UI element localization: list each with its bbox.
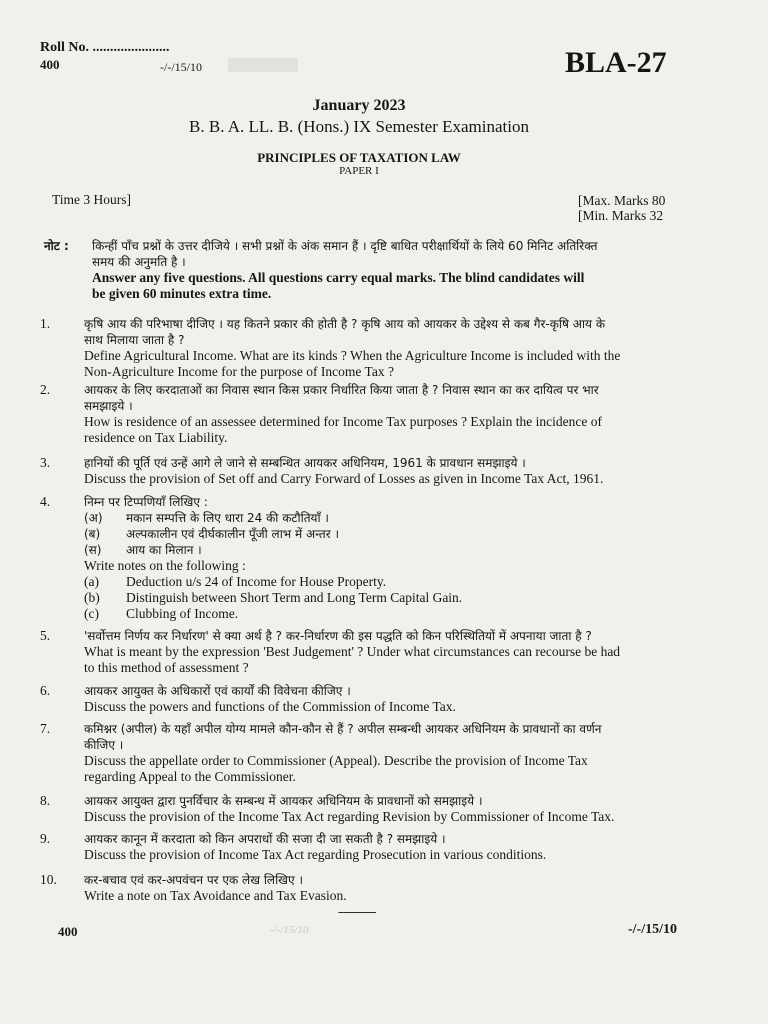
question-number: 3. <box>40 455 51 470</box>
sub-item-label: (अ) <box>84 511 103 525</box>
min-marks: [Min. Marks 32 <box>578 208 664 223</box>
question-number: 1. <box>40 316 51 331</box>
question-line-english: to this method of assessment ? <box>84 660 249 675</box>
sub-item-text: मकान सम्पत्ति के लिए धारा 24 की कटौतियाँ । <box>126 511 329 525</box>
note-label: नोट : <box>44 239 69 253</box>
question-line-hindi: साथ मिलाया जाता है ? <box>84 333 185 347</box>
bleed-through-mark <box>228 52 308 76</box>
paper-serial: -/-/15/10 <box>160 60 202 74</box>
sub-item-text: अल्पकालीन एवं दीर्घकालीन पूँजी लाभ में अन्तर । <box>126 527 340 541</box>
question-line-hindi: कृषि आय की परिभाषा दीजिए । यह कितने प्रकार की होती है ? कृषि आय को आयकर के उद्देश्य से कब गैर-कृषि आय के <box>84 317 606 331</box>
question-number: 7. <box>40 721 51 736</box>
sub-item-text: Deduction u/s 24 of Income for House Property. <box>126 574 387 589</box>
note-hindi-line-2: समय की अनुमति है । <box>92 255 186 269</box>
question-line-english: How is residence of an assessee determined for Income Tax purposes ? Explain the incidence of <box>84 414 602 429</box>
question-body <box>84 831 690 863</box>
question-line-hindi: कर-बचाव एवं कर-अपवंचन पर एक लेख लिखिए । <box>84 873 303 887</box>
question-number: 8. <box>40 793 51 808</box>
sub-item-text: आय का मिलान । <box>126 543 202 557</box>
sub-item-text: Clubbing of Income. <box>126 606 239 621</box>
question-line-english: Write notes on the following : <box>84 558 246 573</box>
question-line-english: Discuss the powers and functions of the Commission of Income Tax. <box>84 699 456 714</box>
question-body <box>84 683 690 715</box>
note-english-line-2: be given 60 minutes extra time. <box>92 286 272 301</box>
question-line-hindi: 'सर्वोत्तम निर्णय कर निर्धारण' से क्या अर्थ है ? कर-निर्धारण की इस पद्धति को किन परिस्थितियों में अपनाया जाता है ? <box>84 629 592 643</box>
time-allowed: Time 3 Hours] <box>52 192 132 207</box>
footer-code-mid: -/-/15/10 <box>270 924 309 936</box>
question-line-english: residence on Tax Liability. <box>84 430 228 445</box>
question-line-hindi: आयकर आयुक्त के अधिकारों एवं कार्यों की विवेचना कीजिए । <box>84 684 351 698</box>
paper-code-title: BLA-27 <box>565 46 667 79</box>
question-number: 9. <box>40 831 51 846</box>
question-number: 10. <box>40 872 57 887</box>
question-body <box>84 455 690 487</box>
question-line-hindi: समझाइये । <box>84 399 133 413</box>
paper-number: PAPER I <box>339 165 379 177</box>
sub-item-label: (स) <box>84 543 102 557</box>
note-english-line-1: Answer any five questions. All questions carry equal marks. The blind candidates will <box>92 270 585 285</box>
sub-item-english <box>84 590 690 606</box>
question-body <box>84 872 690 904</box>
question-line-hindi: आयकर कानून में करदाता को किन अपराधों की सजा दी जा सकती है ? समझाइये । <box>84 832 446 846</box>
sub-item-hindi <box>84 542 690 558</box>
footer-code-right: -/-/15/10 <box>628 922 677 937</box>
question-line-english: Write a note on Tax Avoidance and Tax Evasion. <box>84 888 347 903</box>
paper-code-number: 400 <box>40 57 60 72</box>
sub-item-text: Distinguish between Short Term and Long Term Capital Gain. <box>126 590 463 605</box>
sub-item-hindi <box>84 526 690 542</box>
sub-item-label: (ब) <box>84 527 101 541</box>
question-line-english: Non-Agriculture Income for the purpose of Income Tax ? <box>84 364 394 379</box>
question-line-hindi: आयकर के लिए करदाताओं का निवास स्थान किस प्रकार निर्धारित किया जाता है ? निवास स्थान का कर दायित्व पर भार <box>84 383 599 397</box>
question-body <box>84 628 690 676</box>
question-line-hindi: आयकर आयुक्त द्वारा पुनर्विचार के सम्बन्ध में आयकर अधिनियम के प्रावधानों को समझाइये । <box>84 794 483 808</box>
end-divider: -------------- <box>338 906 376 918</box>
question-line-english: regarding Appeal to the Commissioner. <box>84 769 296 784</box>
question-body <box>84 793 690 825</box>
question-line-english: Define Agricultural Income. What are its kinds ? When the Agriculture Income is included with the <box>84 348 621 363</box>
question-line-hindi: निम्न पर टिप्पणियाँ लिखिए : <box>84 495 208 509</box>
bleed-through-watermark <box>228 52 308 82</box>
sub-item-label: (b) <box>84 590 100 605</box>
question-line-hindi: हानियों की पूर्ति एवं उन्हें आगे ले जाने से सम्बन्धित आयकर अधिनियम, 1961 के प्रावधान समझाइये । <box>84 456 526 470</box>
footer-code-left: 400 <box>58 924 78 939</box>
question-body <box>84 316 690 380</box>
question-number: 4. <box>40 494 51 509</box>
question-line-english: What is meant by the expression 'Best Judgement' ? Under what circumstances can recourse be had <box>84 644 621 659</box>
sub-item-hindi <box>84 510 690 526</box>
question-line-english: Discuss the appellate order to Commissioner (Appeal). Describe the provision of Income Tax <box>84 753 588 768</box>
max-marks: [Max. Marks 80 <box>578 193 666 208</box>
exam-name: B. B. A. LL. B. (Hons.) IX Semester Examination <box>189 117 529 136</box>
question-body <box>84 382 690 446</box>
exam-date: January 2023 <box>312 97 406 114</box>
question-body <box>84 494 690 622</box>
sub-item-label: (c) <box>84 606 99 621</box>
subject-title: PRINCIPLES OF TAXATION LAW <box>257 150 461 165</box>
question-line-english: Discuss the provision of Set off and Carry Forward of Losses as given in Income Tax Act, 1961. <box>84 471 604 486</box>
sub-item-english <box>84 574 690 590</box>
question-line-hindi: कमिश्नर (अपील) के यहाँ अपील योग्य मामले कौन-कौन से हैं ? अपील सम्बन्धी आयकर अधिनियम के प्रावधानों का वर्णन <box>84 722 602 736</box>
question-line-english: Discuss the provision of the Income Tax Act regarding Revision by Commissioner of Income Tax. <box>84 809 615 824</box>
roll-number-field: Roll No. ...................... <box>40 40 170 55</box>
sub-item-label: (a) <box>84 574 99 589</box>
question-body <box>84 721 690 785</box>
question-line-hindi: कीजिए । <box>84 738 124 752</box>
question-line-english: Discuss the provision of Income Tax Act regarding Prosecution in various conditions. <box>84 847 547 862</box>
question-number: 5. <box>40 628 51 643</box>
question-number: 6. <box>40 683 51 698</box>
question-number: 2. <box>40 382 51 397</box>
note-hindi-line-1: किन्हीं पाँच प्रश्नों के उत्तर दीजिये । सभी प्रश्नों के अंक समान हैं । दृष्टि बाधित परीक्षार्थियों के लिये 60 मिनिट अतिरिक्त <box>92 239 598 253</box>
sub-item-english <box>84 606 690 622</box>
